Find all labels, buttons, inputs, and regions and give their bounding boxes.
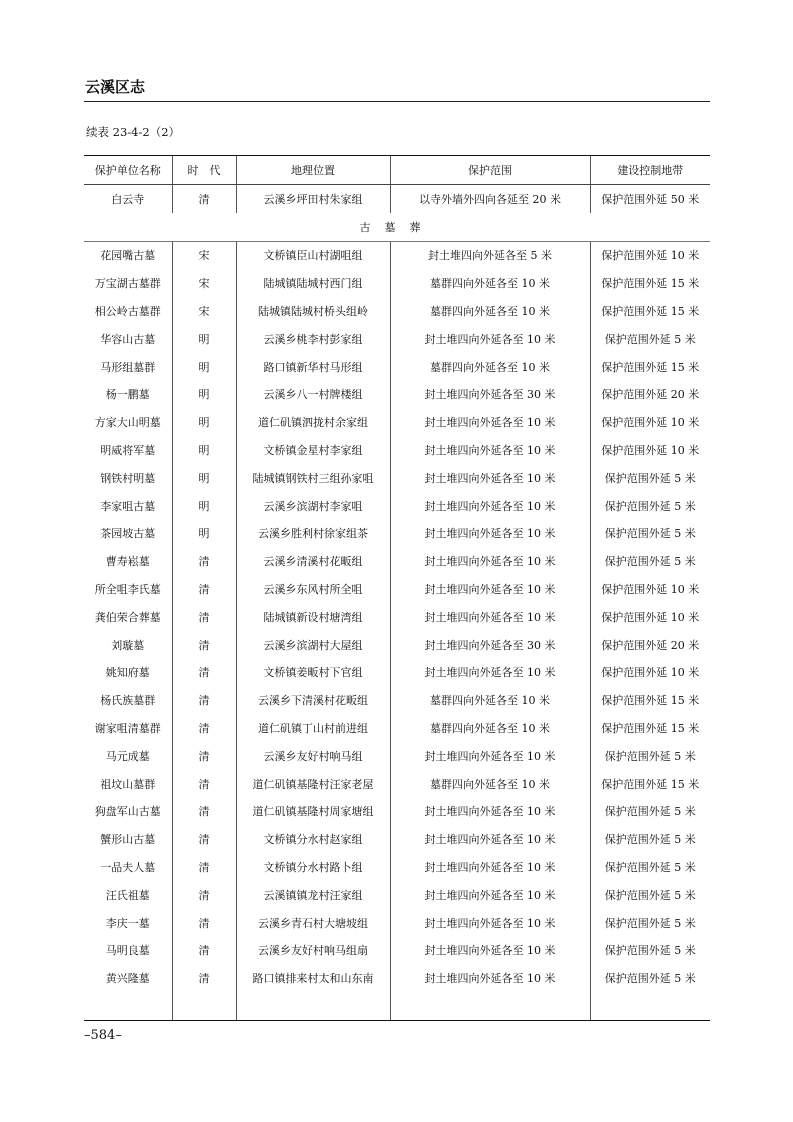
cell-control-zone: 保护范围外延 10 米 [590, 408, 710, 436]
cell-control-zone: 保护范围外延 5 米 [590, 464, 710, 492]
empty-table-row [84, 992, 710, 1021]
cell-control-zone: 保护范围外延 50 米 [590, 185, 710, 213]
cell-location: 云溪乡友好村响马组 [236, 742, 390, 770]
cell-control-zone: 保护范围外延 5 米 [590, 325, 710, 353]
cell-name: 万宝湖古墓群 [94, 277, 161, 291]
empty-cell [390, 992, 590, 1021]
cell-control-zone: 保护范围外延 5 米 [590, 547, 710, 575]
cell-protection-range: 封土堆四向外延各至 10 米 [390, 909, 590, 937]
cell-era: 清 [172, 547, 236, 575]
cell-era: 清 [172, 937, 236, 965]
cell-name: 马形组墓群 [100, 360, 156, 374]
cell-protection-range: 封土堆四向外延各至 10 米 [390, 547, 590, 575]
table-row [84, 297, 710, 325]
cell-control-zone: 保护范围外延 15 米 [590, 770, 710, 798]
cell-era: 明 [172, 325, 236, 353]
cell-era: 明 [172, 436, 236, 464]
table-row [84, 603, 710, 631]
cell-protection-range: 封土堆四向外延各至 5 米 [390, 241, 590, 269]
table-row [84, 185, 710, 213]
cell-name: 相公岭古墓群 [94, 305, 161, 319]
cell-name: 马明良墓 [105, 944, 150, 958]
cell-name: 茶园坡古墓 [100, 527, 156, 541]
cell-protection-range: 墓群四向外延各至 10 米 [390, 297, 590, 325]
cell-protection-range: 封土堆四向外延各至 10 米 [390, 881, 590, 909]
cell-era: 宋 [172, 297, 236, 325]
cell-name: 狗盘军山古墓 [94, 805, 161, 819]
cell-name: 马元成墓 [105, 749, 150, 763]
cell-name: 姚知府墓 [105, 666, 150, 680]
table-row [84, 937, 710, 965]
table-row [84, 964, 710, 992]
cell-name: 龚伯荣合葬墓 [94, 610, 161, 624]
cell-protection-range: 封土堆四向外延各至 30 米 [390, 631, 590, 659]
cell-location: 文桥镇分水村路卜组 [236, 853, 390, 881]
table-row [84, 269, 710, 297]
cell-era: 宋 [172, 241, 236, 269]
table-row [84, 492, 710, 520]
cell-era: 清 [172, 575, 236, 603]
cell-name: 黄兴隆墓 [105, 972, 150, 986]
cell-control-zone: 保护范围外延 10 米 [590, 659, 710, 687]
cell-protection-range: 封土堆四向外延各至 10 米 [390, 742, 590, 770]
cell-era: 明 [172, 408, 236, 436]
table-row [84, 575, 710, 603]
cell-name: 刘璇墓 [111, 638, 145, 652]
cell-protection-range: 封土堆四向外延各至 10 米 [390, 853, 590, 881]
cell-location: 陆城镇陆城村桥头组岭 [236, 297, 390, 325]
cell-era: 明 [172, 520, 236, 548]
table-row [84, 631, 710, 659]
cell-location: 文桥镇金星村李家组 [236, 436, 390, 464]
column-header-protection-range: 保护范围 [390, 156, 590, 185]
cell-location: 云溪乡八一村牌楼组 [236, 381, 390, 409]
cell-name: 花园嘴古墓 [100, 249, 156, 263]
cell-name: 汪氏祖墓 [105, 888, 150, 902]
cell-location: 文桥镇姜畈村下官组 [236, 659, 390, 687]
cell-protection-range: 以寺外墙外四向各延至 20 米 [390, 185, 590, 213]
empty-cell [590, 992, 710, 1021]
cell-control-zone: 保护范围外延 5 米 [590, 937, 710, 965]
cell-control-zone: 保护范围外延 15 米 [590, 353, 710, 381]
cell-era: 明 [172, 353, 236, 381]
table-row [84, 853, 710, 881]
header-divider [84, 101, 710, 102]
column-header-location: 地理位置 [236, 156, 390, 185]
cell-era: 清 [172, 686, 236, 714]
cell-location: 陆城镇新设村塘湾组 [236, 603, 390, 631]
cell-era: 清 [172, 853, 236, 881]
cell-control-zone: 保护范围外延 5 米 [590, 964, 710, 992]
cell-era: 清 [172, 603, 236, 631]
cell-protection-range: 封土堆四向外延各至 30 米 [390, 381, 590, 409]
cell-era: 清 [172, 742, 236, 770]
cell-location: 文桥镇臣山村湖咀组 [236, 241, 390, 269]
cell-location: 陆城镇陆城村西门组 [236, 269, 390, 297]
cell-name: 方家大山明墓 [94, 416, 161, 430]
cell-location: 云溪乡友好村响马组扇 [236, 937, 390, 965]
cell-control-zone: 保护范围外延 15 米 [590, 269, 710, 297]
column-header-control-zone: 建设控制地带 [590, 156, 710, 185]
cell-era: 清 [172, 909, 236, 937]
cell-name: 杨一鹏墓 [105, 388, 150, 402]
table-row [84, 714, 710, 742]
column-header-era: 时 代 [172, 156, 236, 185]
cell-era: 清 [172, 825, 236, 853]
cell-era: 明 [172, 381, 236, 409]
cell-name: 白云寺 [111, 192, 145, 206]
cell-protection-range: 封土堆四向外延各至 10 米 [390, 964, 590, 992]
table-row [84, 909, 710, 937]
cell-name: 华容山古墓 [100, 332, 156, 346]
table-row [84, 547, 710, 575]
cell-location: 云溪乡清溪村花畈组 [236, 547, 390, 575]
cell-control-zone: 保护范围外延 5 米 [590, 492, 710, 520]
cell-name: 一品夫人墓 [100, 861, 156, 875]
cell-era: 宋 [172, 269, 236, 297]
cell-control-zone: 保护范围外延 20 米 [590, 381, 710, 409]
cell-location: 道仁矶镇丁山村前进组 [236, 714, 390, 742]
cell-protection-range: 墓群四向外延各至 10 米 [390, 770, 590, 798]
cell-location: 文桥镇分水村赵家组 [236, 825, 390, 853]
book-title: 云溪区志 [85, 78, 146, 96]
cell-location: 云溪乡桃李村彭家组 [236, 325, 390, 353]
table-row [84, 520, 710, 548]
cell-protection-range: 封土堆四向外延各至 10 米 [390, 659, 590, 687]
cell-control-zone: 保护范围外延 10 米 [590, 603, 710, 631]
table-row [84, 436, 710, 464]
column-header-name: 保护单位名称 [84, 156, 172, 185]
cell-protection-range: 封土堆四向外延各至 10 米 [390, 825, 590, 853]
cell-name: 祖坟山墓群 [100, 777, 156, 791]
cell-name: 明威将军墓 [100, 444, 156, 458]
cell-name: 钢铁村明墓 [100, 471, 156, 485]
empty-cell [172, 992, 236, 1021]
cell-protection-range: 封土堆四向外延各至 10 米 [390, 603, 590, 631]
cell-control-zone: 保护范围外延 15 米 [590, 714, 710, 742]
cell-location: 道仁矶镇泗拢村余家组 [236, 408, 390, 436]
section-heading-row [84, 213, 710, 241]
cell-control-zone: 保护范围外延 5 米 [590, 853, 710, 881]
cell-control-zone: 保护范围外延 10 米 [590, 575, 710, 603]
cell-era: 清 [172, 659, 236, 687]
table-row [84, 798, 710, 826]
cell-protection-range: 墓群四向外延各至 10 米 [390, 714, 590, 742]
cell-protection-range: 墓群四向外延各至 10 米 [390, 686, 590, 714]
cell-location: 道仁矶镇基隆村周家塘组 [236, 798, 390, 826]
cell-era: 清 [172, 770, 236, 798]
cell-control-zone: 保护范围外延 5 米 [590, 742, 710, 770]
cell-protection-range: 封土堆四向外延各至 10 米 [390, 325, 590, 353]
cell-name: 谢家咀清墓群 [94, 722, 161, 736]
cell-control-zone: 保护范围外延 20 米 [590, 631, 710, 659]
cell-protection-range: 封土堆四向外延各至 10 米 [390, 436, 590, 464]
cell-protection-range: 墓群四向外延各至 10 米 [390, 353, 590, 381]
table-row [84, 464, 710, 492]
table-row [84, 881, 710, 909]
cell-era: 明 [172, 492, 236, 520]
protection-units-table [84, 155, 710, 1021]
table-header-row [84, 156, 710, 185]
cell-location: 云溪乡滨湖村大屋组 [236, 631, 390, 659]
cell-protection-range: 封土堆四向外延各至 10 米 [390, 464, 590, 492]
cell-location: 路口镇新华村马形组 [236, 353, 390, 381]
cell-location: 云溪乡东风村所全咀 [236, 575, 390, 603]
cell-name: 蟹形山古墓 [100, 833, 156, 847]
cell-control-zone: 保护范围外延 10 米 [590, 241, 710, 269]
table-caption: 续表 23-4-2（2） [86, 125, 181, 139]
cell-control-zone: 保护范围外延 5 米 [590, 909, 710, 937]
table-row [84, 325, 710, 353]
cell-name: 曹寿崧墓 [105, 555, 150, 569]
section-heading: 古墓葬 [84, 213, 710, 241]
cell-era: 清 [172, 964, 236, 992]
table-row [84, 659, 710, 687]
cell-protection-range: 封土堆四向外延各至 10 米 [390, 575, 590, 603]
cell-location: 路口镇排来村太和山东南 [236, 964, 390, 992]
cell-name: 杨氏族墓群 [100, 694, 156, 708]
table-row [84, 241, 710, 269]
cell-location: 陆城镇钢铁村三组孙家咀 [236, 464, 390, 492]
cell-location: 云溪乡滨湖村李家咀 [236, 492, 390, 520]
cell-control-zone: 保护范围外延 5 米 [590, 520, 710, 548]
cell-era: 清 [172, 798, 236, 826]
cell-era: 清 [172, 881, 236, 909]
cell-control-zone: 保护范围外延 15 米 [590, 297, 710, 325]
table-row [84, 825, 710, 853]
cell-control-zone: 保护范围外延 5 米 [590, 798, 710, 826]
cell-era: 清 [172, 714, 236, 742]
cell-control-zone: 保护范围外延 5 米 [590, 881, 710, 909]
page-number: –584– [84, 1028, 122, 1043]
table-row [84, 742, 710, 770]
table-row [84, 770, 710, 798]
cell-era: 清 [172, 185, 236, 213]
cell-location: 云溪镇镇龙村汪家组 [236, 881, 390, 909]
cell-protection-range: 墓群四向外延各至 10 米 [390, 269, 590, 297]
cell-location: 云溪乡下清溪村花畈组 [236, 686, 390, 714]
empty-cell [236, 992, 390, 1021]
cell-control-zone: 保护范围外延 10 米 [590, 436, 710, 464]
cell-era: 清 [172, 631, 236, 659]
table-row [84, 353, 710, 381]
cell-control-zone: 保护范围外延 15 米 [590, 686, 710, 714]
cell-era: 明 [172, 464, 236, 492]
empty-cell [84, 992, 172, 1021]
cell-location: 云溪乡坪田村朱家组 [236, 185, 390, 213]
cell-protection-range: 封土堆四向外延各至 10 米 [390, 520, 590, 548]
cell-name: 所全咀李氏墓 [94, 583, 161, 597]
cell-location: 云溪乡青石村大塘坡组 [236, 909, 390, 937]
table-row [84, 408, 710, 436]
cell-protection-range: 封土堆四向外延各至 10 米 [390, 492, 590, 520]
cell-name: 李庆一墓 [105, 916, 150, 930]
cell-protection-range: 封土堆四向外延各至 10 米 [390, 798, 590, 826]
cell-name: 李家咀古墓 [100, 499, 156, 513]
cell-protection-range: 封土堆四向外延各至 10 米 [390, 408, 590, 436]
cell-location: 道仁矶镇基隆村汪家老屋 [236, 770, 390, 798]
cell-control-zone: 保护范围外延 5 米 [590, 825, 710, 853]
cell-location: 云溪乡胜利村徐家组茶 [236, 520, 390, 548]
table-row [84, 686, 710, 714]
cell-protection-range: 封土堆四向外延各至 10 米 [390, 937, 590, 965]
table-row [84, 381, 710, 409]
